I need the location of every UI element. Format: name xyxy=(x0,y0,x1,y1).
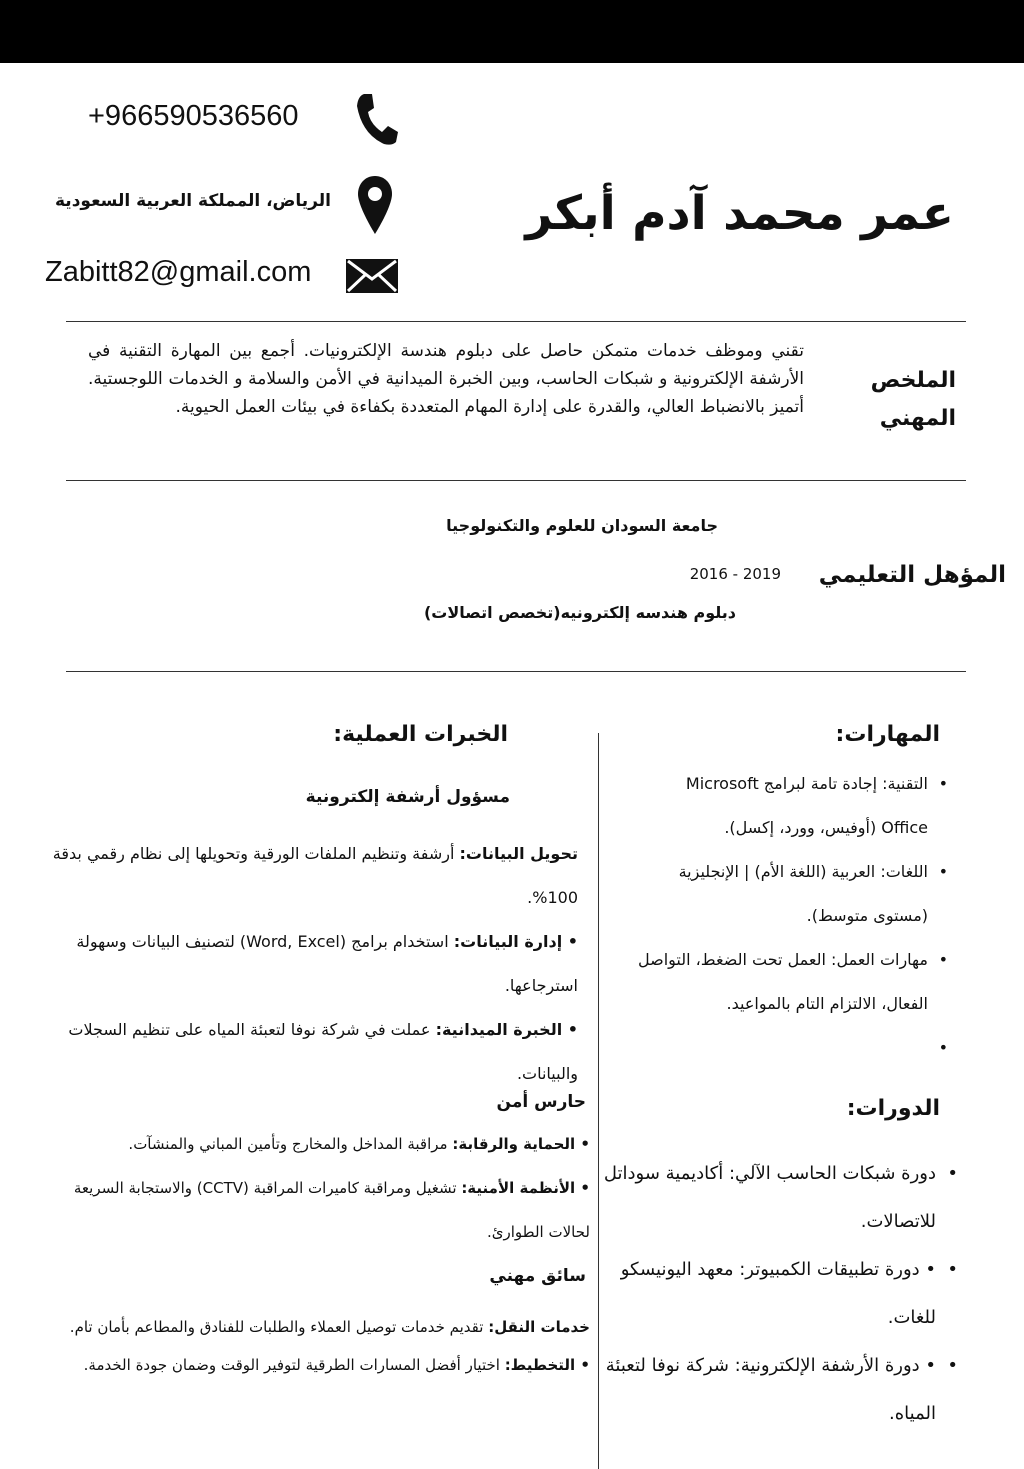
phone-icon xyxy=(354,92,400,146)
top-bar xyxy=(0,0,1024,63)
job-bullet: تحويل البيانات: أرشفة وتنظيم الملفات الورقية وتحويلها إلى نظام رقمي بدقة 100%. xyxy=(52,844,578,907)
courses-list xyxy=(600,1150,962,1438)
course-item: • • دورة تطبيقات الكمبيوتر: معهد اليونيسكو للغات. xyxy=(600,1246,962,1342)
education-years: 2016 - 2019 xyxy=(689,565,781,583)
job-bullets xyxy=(30,1122,590,1254)
summary-label: الملخص المهني xyxy=(870,368,956,431)
summary-text: تقني وموظف خدمات متمكن حاصل على دبلوم هندسة الإلكترونيات. أجمع بين المهارة التقنية في الأرشفة الإلكترونية و شبكات الحاسب، وبين الخبرة الميدانية في الأمن والسلامة و الخدمات اللوجستية. أتميز بالانضباط العالي، والقدرة على إدارة المهام المتعددة بكفاءة في بيئات العمل الحيوية. xyxy=(88,341,804,417)
degree-name: دبلوم هندسه إلكترونيه(تخصص اتصالات) xyxy=(423,603,736,622)
courses-label: الدورات: xyxy=(846,1096,940,1121)
job-title: سائق مهني xyxy=(489,1266,586,1286)
candidate-name: عمر محمد آدم أبكر xyxy=(525,186,954,241)
phone-number: +966590536560 xyxy=(88,100,299,132)
divider xyxy=(66,321,966,322)
location-text: الرياض، المملكة العربية السعودية xyxy=(55,191,331,211)
skill-item: • التقنية: إجادة تامة لبرامج Microsoft Office (أوفيس، وورد، إكسل). xyxy=(636,762,948,850)
experience-label: الخبرات العملية: xyxy=(333,722,508,747)
job-bullet: • التخطيط: اختيار أفضل المسارات الطرقية لتوفير الوقت وضمان جودة الخدمة. xyxy=(83,1356,590,1374)
divider xyxy=(66,480,966,481)
skill-item: • مهارات العمل: العمل تحت الضغط، التواصل الفعال، الالتزام التام بالمواعيد. xyxy=(636,938,948,1026)
job-bullet: • الخبرة الميدانية: عملت في شركة نوفا لتعبئة المياه على تنظيم السجلات والبيانات. xyxy=(68,1020,578,1083)
job-bullet: • الأنظمة الأمنية: تشغيل ومراقبة كاميرات المراقبة (CCTV) والاستجابة السريعة لحالات الطوارئ. xyxy=(73,1179,590,1241)
skill-item xyxy=(636,1026,948,1070)
envelope-icon xyxy=(346,259,398,293)
skills-label: المهارات: xyxy=(835,722,940,747)
skills-list xyxy=(636,762,948,1070)
skill-item: • اللغات: العربية (اللغة الأم) | الإنجليزية (مستوى متوسط). xyxy=(636,850,948,938)
job-bullets xyxy=(30,832,578,1096)
education-label: المؤهل التعليمي xyxy=(818,562,1006,588)
course-item: • دورة شبكات الحاسب الآلي: أكاديمية سوداتل للاتصالات. xyxy=(600,1150,962,1246)
course-item: • • دورة الأرشفة الإلكترونية: شركة نوفا لتعبئة المياه. xyxy=(600,1342,962,1438)
column-divider xyxy=(598,733,599,1469)
job-bullet: • إدارة البيانات: استخدام برامج (Word, Excel) لتصنيف البيانات وسهولة استرجاعها. xyxy=(76,932,578,995)
job-title: حارس أمن xyxy=(496,1092,586,1112)
job-bullet: • الحماية والرقابة: مراقبة المداخل والمخارج وتأمين المباني والمنشآت. xyxy=(128,1135,590,1153)
job-bullet: خدمات النقل: تقديم خدمات توصيل العملاء والطلبات للفنادق والمطاعم بأمان تام. xyxy=(69,1318,590,1336)
location-pin-icon xyxy=(358,176,392,236)
university-name: جامعة السودان للعلوم والتكنولوجيا xyxy=(446,516,718,535)
email-address: Zabitt82@gmail.com xyxy=(45,256,312,288)
job-title: مسؤول أرشفة إلكترونية xyxy=(305,787,510,807)
job-bullets xyxy=(20,1308,590,1384)
divider xyxy=(66,671,966,672)
